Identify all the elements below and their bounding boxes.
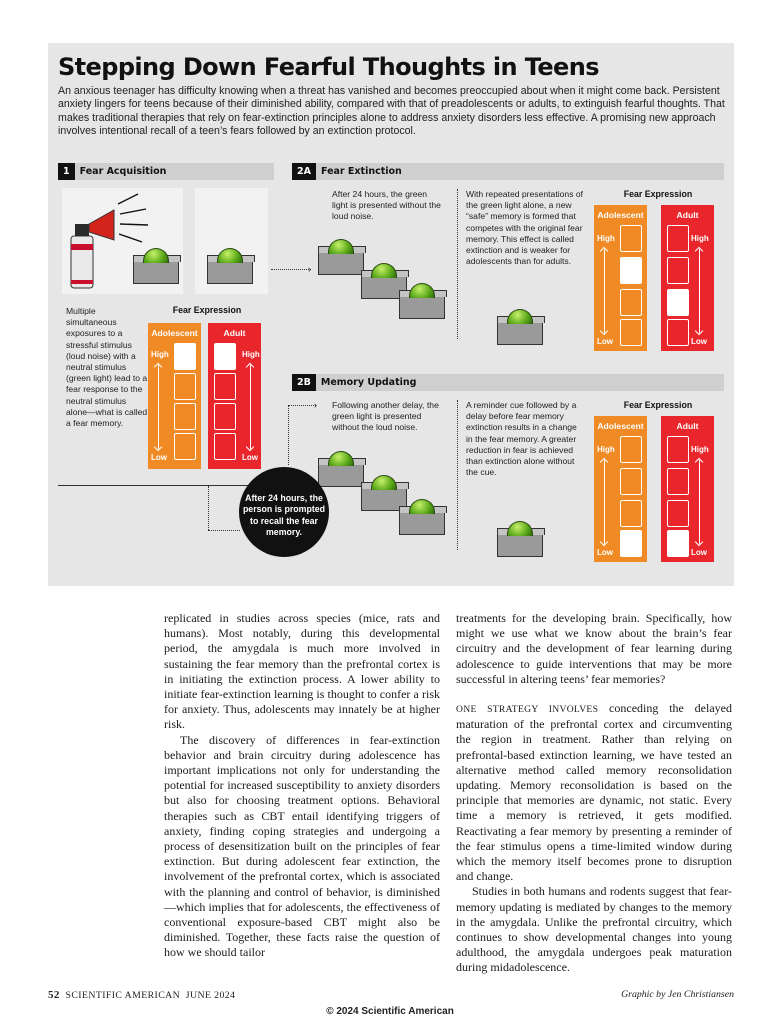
paragraph-text: conceding the delayed maturation of the prefrontal cortex and circumventing the region in treatment. Rather than relying on prefrontal-based extinction learning, we have tested an alternative method called memory reconsolidation updating. Memory reconsolidation is based on the principle that memories are dynamic, not static. Every time a memory is retrieved, it gets modified. Reactivating a fear memory by presenting a reminder of the fear stimulus opens a time-limited window during which the memory itself becomes prone to disruption and change. bbox=[456, 701, 732, 884]
level-cell bbox=[667, 436, 689, 463]
connector bbox=[288, 405, 316, 406]
paragraph: Studies in both humans and rodents suggest that fear-memory updating is mediated by changes to the memory in the amygdala. Unlike the prefrontal circuitry, which continues to show developmental changes into young adulthood, the amygdala undergoes peak maturation during midadolescence. bbox=[456, 884, 732, 975]
green-light-stimulus bbox=[497, 521, 543, 557]
green-light-stimulus bbox=[399, 499, 445, 535]
scale-arrow bbox=[604, 460, 605, 544]
light-only-tile bbox=[195, 188, 268, 294]
green-light-stimulus bbox=[497, 309, 543, 345]
level-cell bbox=[214, 433, 236, 460]
section-1-text: Multiple simultaneous exposures to a stressful stimulus (loud noise) with a neutral stimulus (green light) lead to a fear response to the neutral stimulus alone—what is called a fear memory. bbox=[66, 306, 148, 429]
adolescent-column bbox=[148, 323, 201, 469]
folio bbox=[48, 989, 235, 1001]
connector bbox=[208, 486, 209, 530]
level-cell bbox=[667, 500, 689, 527]
infographic bbox=[48, 43, 734, 586]
adult-label: Adult bbox=[676, 421, 699, 431]
high-label: High bbox=[151, 350, 169, 359]
fear-expression-title: Fear Expression bbox=[172, 305, 242, 315]
section-2b-title: Memory Updating bbox=[320, 377, 417, 388]
noise-light-tile bbox=[62, 188, 183, 294]
scale-arrow bbox=[604, 249, 605, 333]
section-2a-text-2: With repeated presentations of the green light alone, a new “safe” memory is formed that competes with the original fear memory. This effect is called extinction and is weaker for adolescents than for adults. bbox=[466, 189, 584, 267]
fear-expression-title: Fear Expression bbox=[623, 400, 693, 410]
divider bbox=[58, 485, 248, 486]
high-label: High bbox=[597, 234, 615, 243]
paragraph: treatments for the developing brain. Specifically, how might we use what we know about the brain’s fear circuitry and the development of fear learning during adolescence to guide interventions that may be more successful in altering teens’ fear memories? bbox=[456, 611, 732, 686]
level-cell bbox=[214, 343, 236, 370]
level-cell bbox=[620, 319, 642, 346]
level-cell bbox=[214, 403, 236, 430]
adult-column bbox=[661, 416, 714, 562]
low-label: Low bbox=[691, 337, 707, 346]
green-light-stimulus bbox=[399, 283, 445, 319]
adolescent-column bbox=[594, 416, 647, 562]
level-cell bbox=[620, 289, 642, 316]
level-cell bbox=[620, 225, 642, 252]
low-label: Low bbox=[151, 453, 167, 462]
section-2a-title: Fear Extinction bbox=[320, 166, 402, 177]
scale-arrow bbox=[158, 365, 159, 449]
level-cell bbox=[174, 343, 196, 370]
lead-in: ONE STRATEGY INVOLVES bbox=[456, 704, 599, 716]
section-2b-number: 2B bbox=[292, 374, 316, 391]
level-cell bbox=[174, 433, 196, 460]
adolescent-column bbox=[594, 205, 647, 351]
article-column-1 bbox=[164, 611, 440, 961]
green-light-stimulus bbox=[318, 451, 364, 487]
paragraph bbox=[456, 701, 732, 884]
scale-arrow bbox=[699, 460, 700, 544]
connector bbox=[288, 405, 289, 465]
section-2b-header bbox=[292, 374, 724, 391]
low-label: Low bbox=[597, 337, 613, 346]
low-label: Low bbox=[242, 453, 258, 462]
green-light-stimulus bbox=[318, 239, 364, 275]
section-1-title: Fear Acquisition bbox=[79, 166, 167, 177]
paragraph: The discovery of differences in fear-extinction behavior and brain circuitry during adolescence has important implications not only for understanding the potential for increased susceptibility to anxiety disorders but also for choosing treatment options. Behavioral therapies such as CBT entail identifying triggers of anxiety, finding coping strategies and undergoing a process of desensitization built on the principles of fear extinction. But during adolescent fear extinction, the involvement of the prefrontal cortex, which is associated with the planning and control of behavior, is diminished—which implies that for adolescents, the effectiveness of conventional exposure-based CBT might also be diminished. Together, these facts raise the question of how we should tailor bbox=[164, 732, 440, 960]
level-cell bbox=[620, 500, 642, 527]
adolescent-label: Adolescent bbox=[151, 328, 198, 338]
graphic-title: Stepping Down Fearful Thoughts in Teens bbox=[58, 53, 599, 81]
level-cell bbox=[214, 373, 236, 400]
level-cell bbox=[620, 436, 642, 463]
connector bbox=[208, 530, 240, 531]
green-light-stimulus bbox=[207, 248, 253, 284]
green-light-stimulus bbox=[133, 248, 179, 284]
magazine-name: SCIENTIFIC AMERICAN bbox=[65, 990, 181, 1001]
level-cell bbox=[667, 319, 689, 346]
level-cell bbox=[667, 468, 689, 495]
level-cell bbox=[667, 289, 689, 316]
divider bbox=[457, 400, 458, 550]
section-1-number: 1 bbox=[58, 163, 75, 180]
adult-column bbox=[661, 205, 714, 351]
adolescent-label: Adolescent bbox=[597, 421, 644, 431]
connector-arrow-icon: › bbox=[314, 400, 317, 410]
level-cell bbox=[667, 225, 689, 252]
high-label: High bbox=[597, 445, 615, 454]
divider bbox=[457, 189, 458, 339]
section-2a-number: 2A bbox=[292, 163, 316, 180]
page-number: 52 bbox=[48, 989, 60, 1001]
section-2b-text-1: Following another delay, the green light is presented without the loud noise. bbox=[332, 400, 439, 433]
level-cell bbox=[620, 468, 642, 495]
adult-column bbox=[208, 323, 261, 469]
section-1-header bbox=[58, 163, 274, 180]
level-cell bbox=[667, 257, 689, 284]
recall-callout: After 24 hours, the person is prompted to recall the fear memory. bbox=[239, 467, 329, 557]
scale-arrow bbox=[699, 249, 700, 333]
level-cell bbox=[667, 530, 689, 557]
level-cell bbox=[620, 257, 642, 284]
adult-label: Adult bbox=[676, 210, 699, 220]
graphic-intro: An anxious teenager has difficulty knowing when a threat has vanished and becomes preoccupied about when it might come back. Persistent anxiety lingers for teens because of their diminished ability, compared with that of preadolescents or adults, to extinguish fearful thoughts. That makes traditional therapies that rely on fear-extinction principles alone to address anxiety disorders less effective. A promising new approach involves intentional recall of a teen’s fears followed by an extinction protocol. bbox=[58, 85, 725, 138]
low-label: Low bbox=[691, 548, 707, 557]
section-2b-text-2: A reminder cue followed by a delay before fear memory extinction results in a change in the fear memory. A greater reduction in fear is achieved than extinction alone without the cue. bbox=[466, 400, 577, 478]
level-cell bbox=[174, 403, 196, 430]
article-column-2 bbox=[456, 611, 732, 976]
connector bbox=[271, 269, 311, 270]
low-label: Low bbox=[597, 548, 613, 557]
level-cell bbox=[174, 373, 196, 400]
graphic-credit: Graphic by Jen Christiansen bbox=[621, 989, 734, 1000]
high-label: High bbox=[691, 445, 709, 454]
adult-label: Adult bbox=[223, 328, 246, 338]
paragraph: replicated in studies across species (mice, rats and humans). Most notably, during this developmental period, the amygdala is much more involved in sustaining the fear memory than the prefrontal cortex is in initiating the extinction process. A lower ability to initiate fear-extinction learning is thought to confer a risk for anxiety. Thus, adolescents may innately be at higher risk. bbox=[164, 611, 440, 732]
high-label: High bbox=[691, 234, 709, 243]
scale-arrow bbox=[250, 365, 251, 449]
high-label: High bbox=[242, 350, 260, 359]
adolescent-label: Adolescent bbox=[597, 210, 644, 220]
section-2a-text-1: After 24 hours, the green light is presented without the loud noise. bbox=[332, 189, 441, 222]
connector-arrow-icon: › bbox=[308, 264, 311, 274]
copyright: © 2024 Scientific American bbox=[326, 1006, 454, 1017]
fear-expression-title: Fear Expression bbox=[623, 189, 693, 199]
section-2a-header bbox=[292, 163, 724, 180]
level-cell bbox=[620, 530, 642, 557]
issue-date: JUNE 2024 bbox=[185, 990, 236, 1001]
